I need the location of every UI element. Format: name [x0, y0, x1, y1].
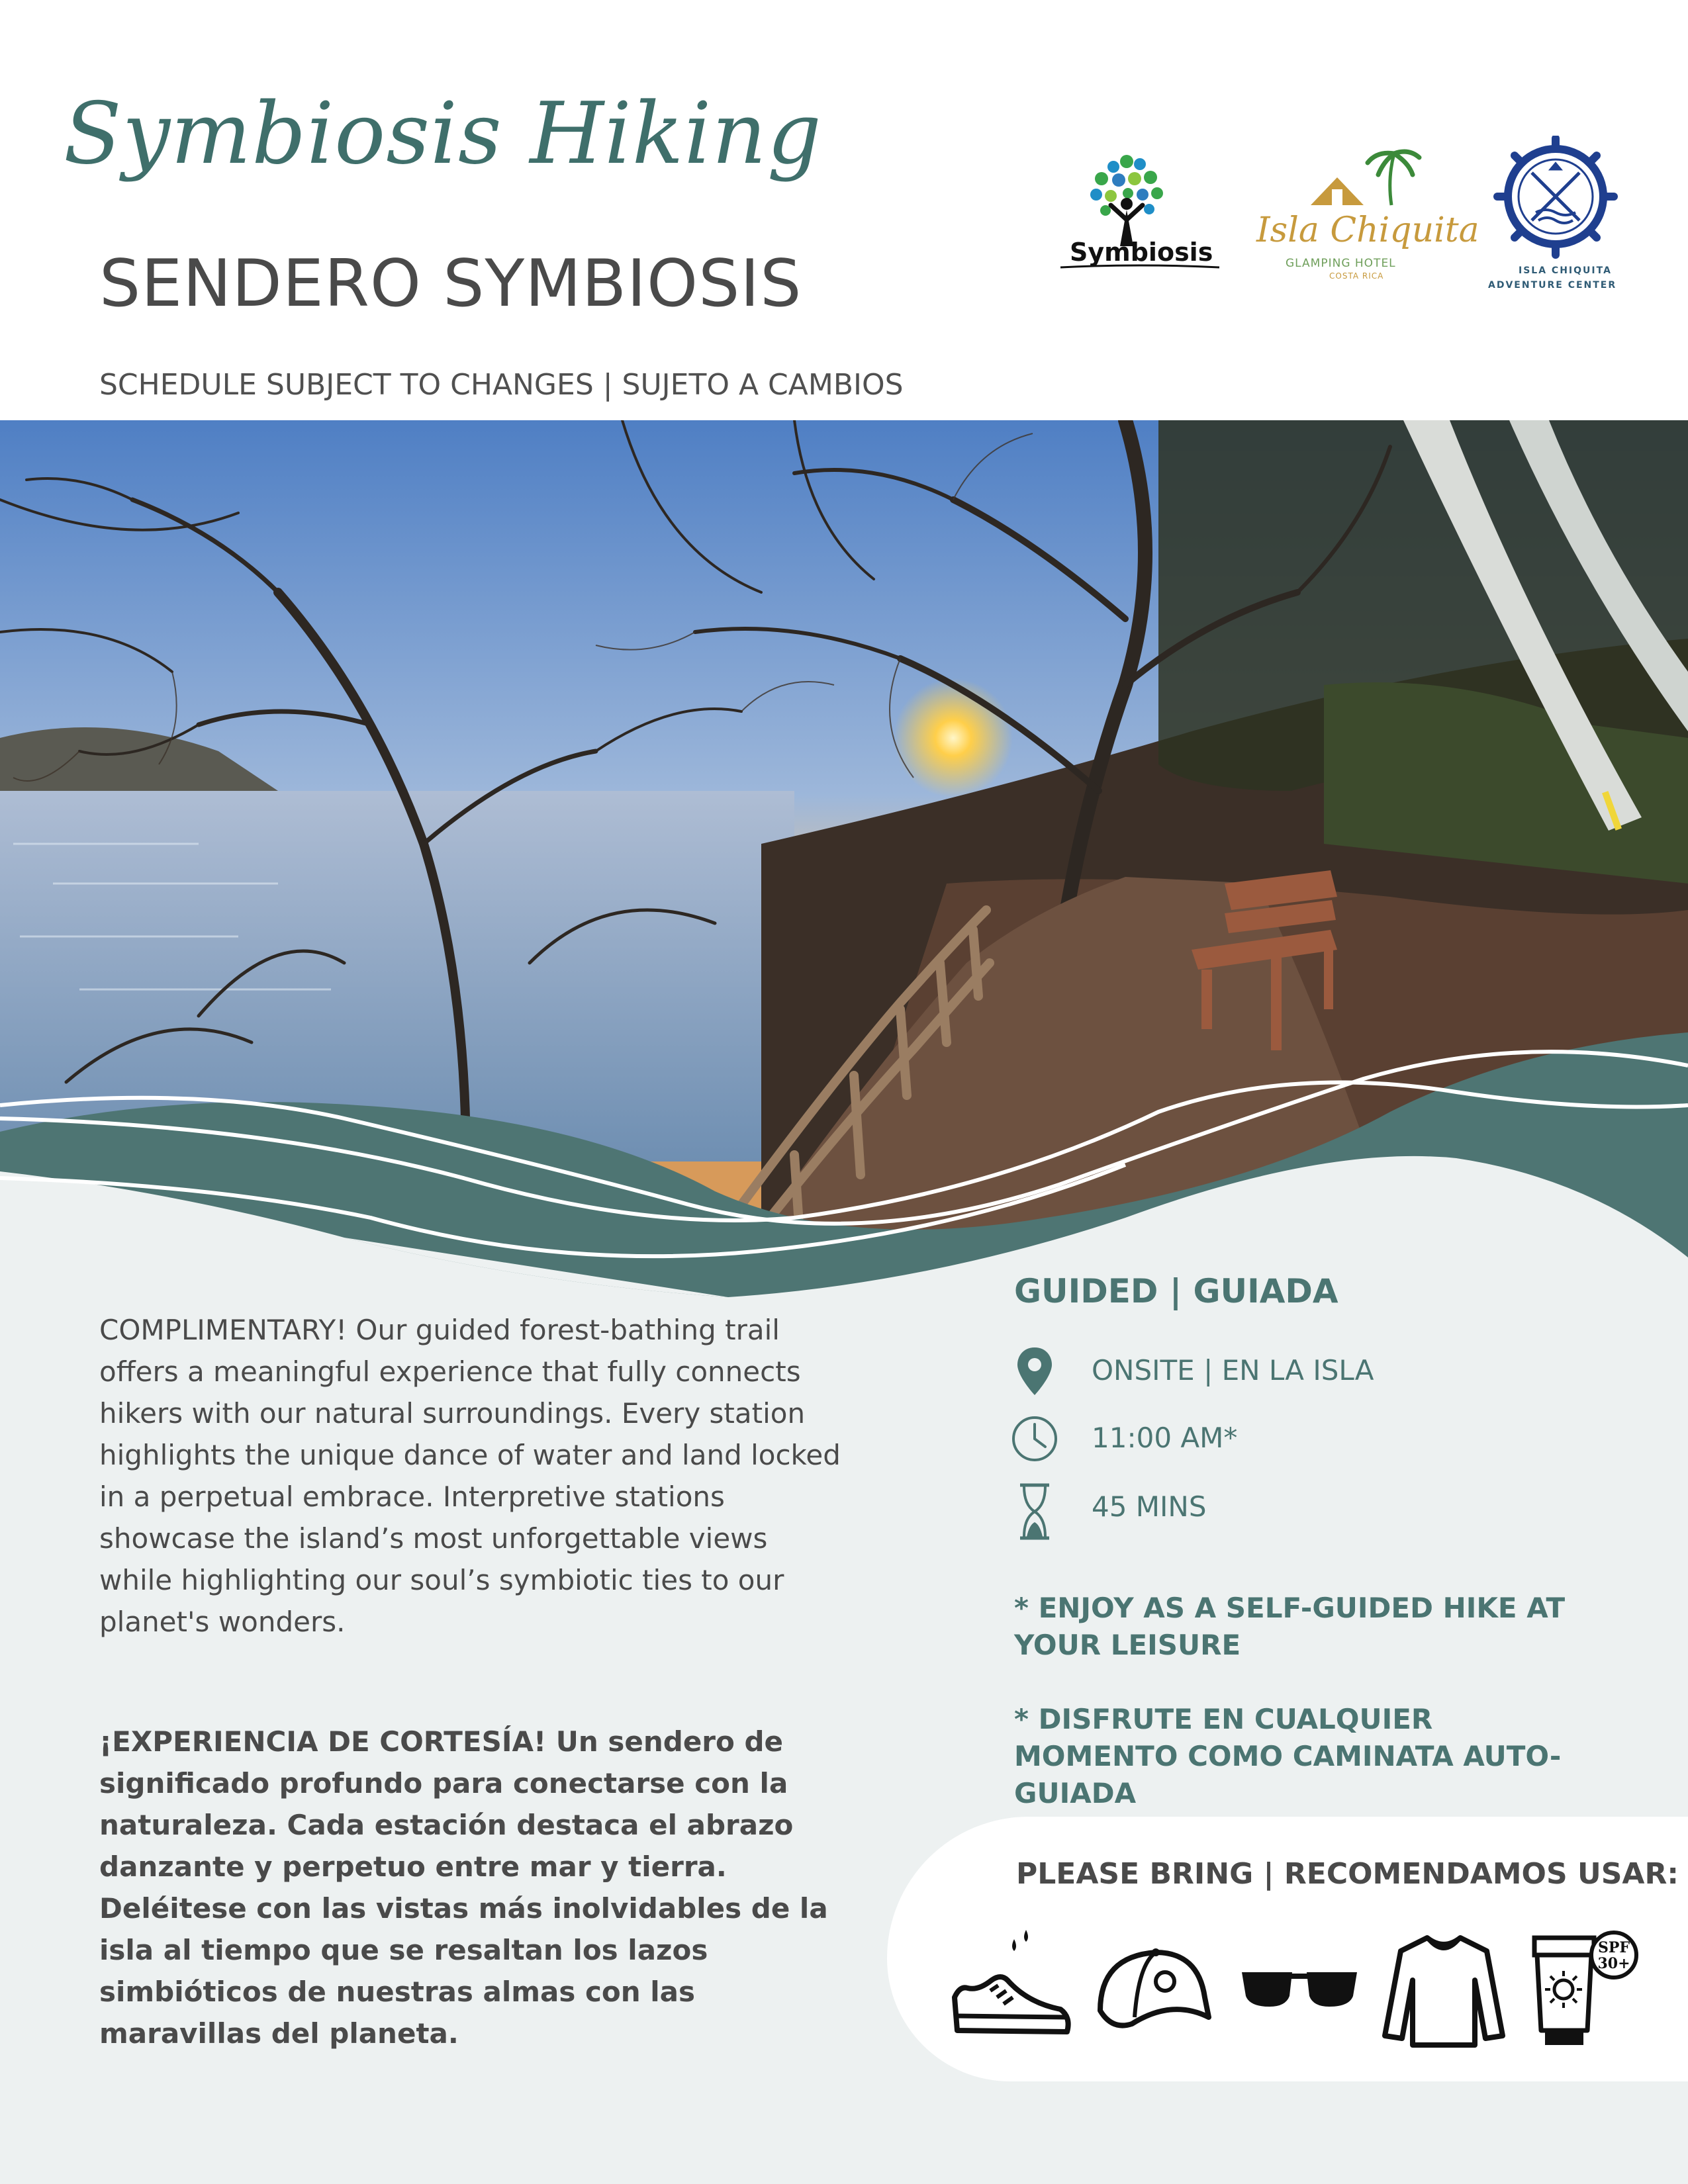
time-label: 11:00 AM*	[1092, 1422, 1238, 1454]
isla-country: COSTA RICA	[1329, 271, 1384, 281]
guided-heading: GUIDED | GUIADA	[1014, 1272, 1338, 1310]
script-title: Symbiosis Hiking	[64, 85, 822, 183]
isla-chiquita-logo	[1251, 146, 1479, 285]
adventure-center-logo	[1483, 136, 1628, 295]
ships-wheel-icon	[1483, 136, 1628, 261]
long-sleeve-shirt-icon	[1381, 1925, 1507, 2050]
duration-label: 45 MINS	[1092, 1490, 1207, 1523]
location-row	[1009, 1345, 1605, 1398]
symbiosis-logo	[1054, 147, 1226, 279]
isla-subtitle: GLAMPING HOTEL	[1286, 257, 1396, 270]
cap-icon	[1092, 1925, 1218, 2050]
description-english: COMPLIMENTARY! Our guided forest-bathing trail offers a meaningful experience that fully connects hikers with our natural surroundings. Every station highlights the unique dance of water and land locked in a perpetual embrace. Interpretive stations showcase the island’s most unforgettable views while highlighting our soul’s symbiotic ties to our planet's wonders.	[99, 1314, 841, 1638]
schedule-note: SCHEDULE SUBJECT TO CHANGES | SUJETO A CAMBIOS	[99, 368, 904, 402]
sneaker-icon	[948, 1925, 1074, 2050]
clock-icon	[1009, 1412, 1060, 1465]
isla-chiquita-wordmark: Isla Chiquita	[1256, 210, 1479, 250]
symbiosis-wordmark: Symbiosis	[1070, 238, 1213, 267]
wave-divider	[0, 1019, 1688, 1297]
location-label: ONSITE | EN LA ISLA	[1092, 1354, 1374, 1387]
adventure-line-1: ISLA CHIQUITA	[1519, 265, 1612, 276]
header	[0, 0, 1688, 420]
description-spanish: ¡EXPERIENCIA DE CORTESÍA! Un sendero de significado profundo para conectarse con la naturaleza. Cada estación destaca el abrazo danzante y perpetuo entre mar y tierra. Deléitese con las vistas más inolvidables de la isla al tiempo que se resaltan los lazos simbióticos de nuestras almas con las maravillas del planeta.	[99, 1725, 828, 2050]
self-guided-note-spanish: * DISFRUTE EN CUALQUIER MOMENTO COMO CAMINATA AUTO-GUIADA	[1014, 1703, 1562, 1809]
time-row	[1009, 1412, 1605, 1465]
self-guided-note-english: * ENJOY AS A SELF-GUIDED HIKE AT YOUR LEISURE	[1014, 1592, 1566, 1661]
spf-label: SPF	[1597, 1939, 1630, 1956]
location-pin-icon	[1009, 1345, 1060, 1398]
bring-title: PLEASE BRING | RECOMENDAMOS USAR:	[1016, 1857, 1679, 1891]
hourglass-icon	[1009, 1481, 1060, 1534]
sunscreen-icon	[1525, 1925, 1651, 2050]
tree-icon	[1090, 155, 1163, 246]
spf-value: 30+	[1597, 1955, 1630, 1972]
adventure-line-2: ADVENTURE CENTER	[1488, 280, 1617, 291]
sunglasses-icon	[1237, 1925, 1362, 2050]
page-title: SENDERO SYMBIOSIS	[99, 246, 802, 322]
duration-row	[1009, 1481, 1605, 1534]
